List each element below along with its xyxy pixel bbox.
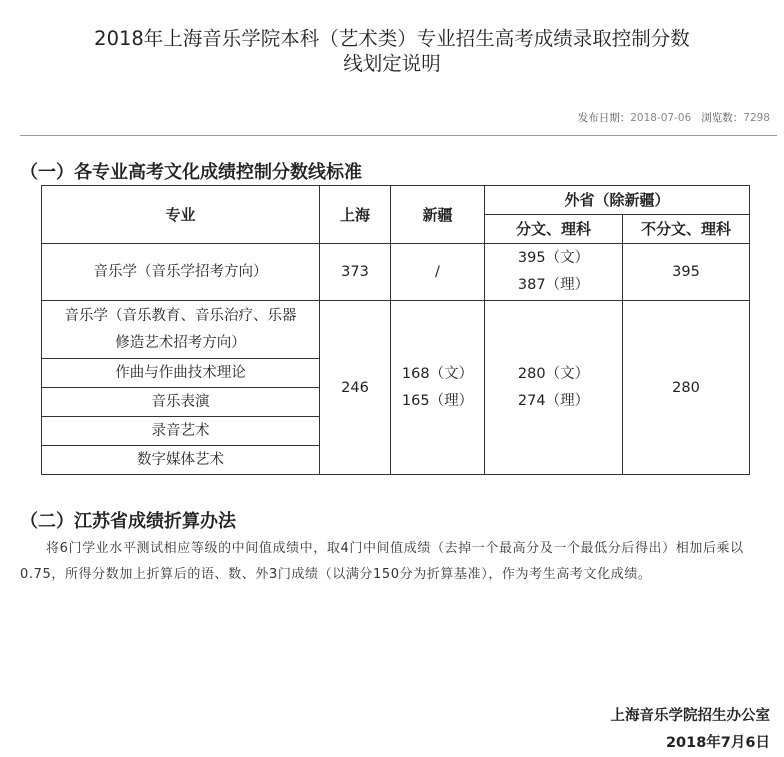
header-split: 分文、理科 xyxy=(485,215,623,244)
section2-heading: （二）江苏省成绩折算办法 xyxy=(20,511,236,532)
header-nosplit: 不分文、理科 xyxy=(623,215,750,244)
signature-date: 2018年7月6日 xyxy=(665,735,770,751)
group2-major-1-line1: 音乐学（音乐教育、音乐治疗、乐器 xyxy=(64,307,297,324)
row1-xinjiang: / xyxy=(391,244,485,301)
article-title xyxy=(20,26,764,76)
header-major: 专业 xyxy=(42,186,320,244)
views-label: 浏览数： xyxy=(701,112,744,124)
header-shanghai: 上海 xyxy=(320,186,391,244)
row1-split-li: 387（理） xyxy=(517,277,590,293)
group2-split-wen: 280（文） xyxy=(517,365,590,382)
publish-date: 2018-07-06 xyxy=(630,112,692,124)
publish-date-label: 发布日期： xyxy=(577,112,631,124)
row1-split-wen: 395（文） xyxy=(517,250,590,266)
row1-split xyxy=(485,244,623,301)
group2-shanghai: 246 xyxy=(320,301,391,475)
group2-major-1 xyxy=(42,301,320,359)
conversion-method-text: 将6门学业水平测试相应等级的中间值成绩中，取4门中间值成绩（去掉一个最高分及一个最低分后得出）相加后乘以0.75，所得分数加上折算后的语、数、外3门成绩（以满分150分为折算基准），作为考生高考文化成绩。 xyxy=(20,541,744,582)
row1-shanghai: 373 xyxy=(320,244,391,301)
title-line-2: 线划定说明 xyxy=(343,52,441,75)
group2-xinjiang-li: 165（理） xyxy=(401,392,474,409)
section2-paragraph xyxy=(20,536,765,588)
row1-nosplit: 395 xyxy=(623,244,750,301)
group2-major-4: 录音艺术 xyxy=(42,417,320,446)
group2-split-li: 274（理） xyxy=(517,392,590,409)
header-xinjiang: 新疆 xyxy=(391,186,485,244)
title-line-1: 2018年上海音乐学院本科（艺术类）专业招生高考成绩录取控制分数 xyxy=(94,27,690,50)
views-count: 7298 xyxy=(743,112,770,124)
group2-nosplit: 280 xyxy=(623,301,750,475)
score-table xyxy=(41,185,750,475)
header-divider xyxy=(20,135,777,136)
signature-org: 上海音乐学院招生办公室 xyxy=(610,708,770,724)
section1-heading: （一）各专业高考文化成绩控制分数线标准 xyxy=(20,162,362,183)
article-meta xyxy=(578,110,770,125)
group2-major-2: 作曲与作曲技术理论 xyxy=(42,359,320,388)
group2-major-1-line2: 修造艺术招考方向） xyxy=(115,334,246,351)
group2-xinjiang-wen: 168（文） xyxy=(401,365,474,382)
row1-major: 音乐学（音乐学招考方向） xyxy=(42,244,320,301)
header-other-provinces: 外省（除新疆） xyxy=(485,186,750,215)
group2-xinjiang xyxy=(391,301,485,475)
group2-major-3: 音乐表演 xyxy=(42,388,320,417)
group2-major-5: 数字媒体艺术 xyxy=(42,446,320,475)
group2-split xyxy=(485,301,623,475)
